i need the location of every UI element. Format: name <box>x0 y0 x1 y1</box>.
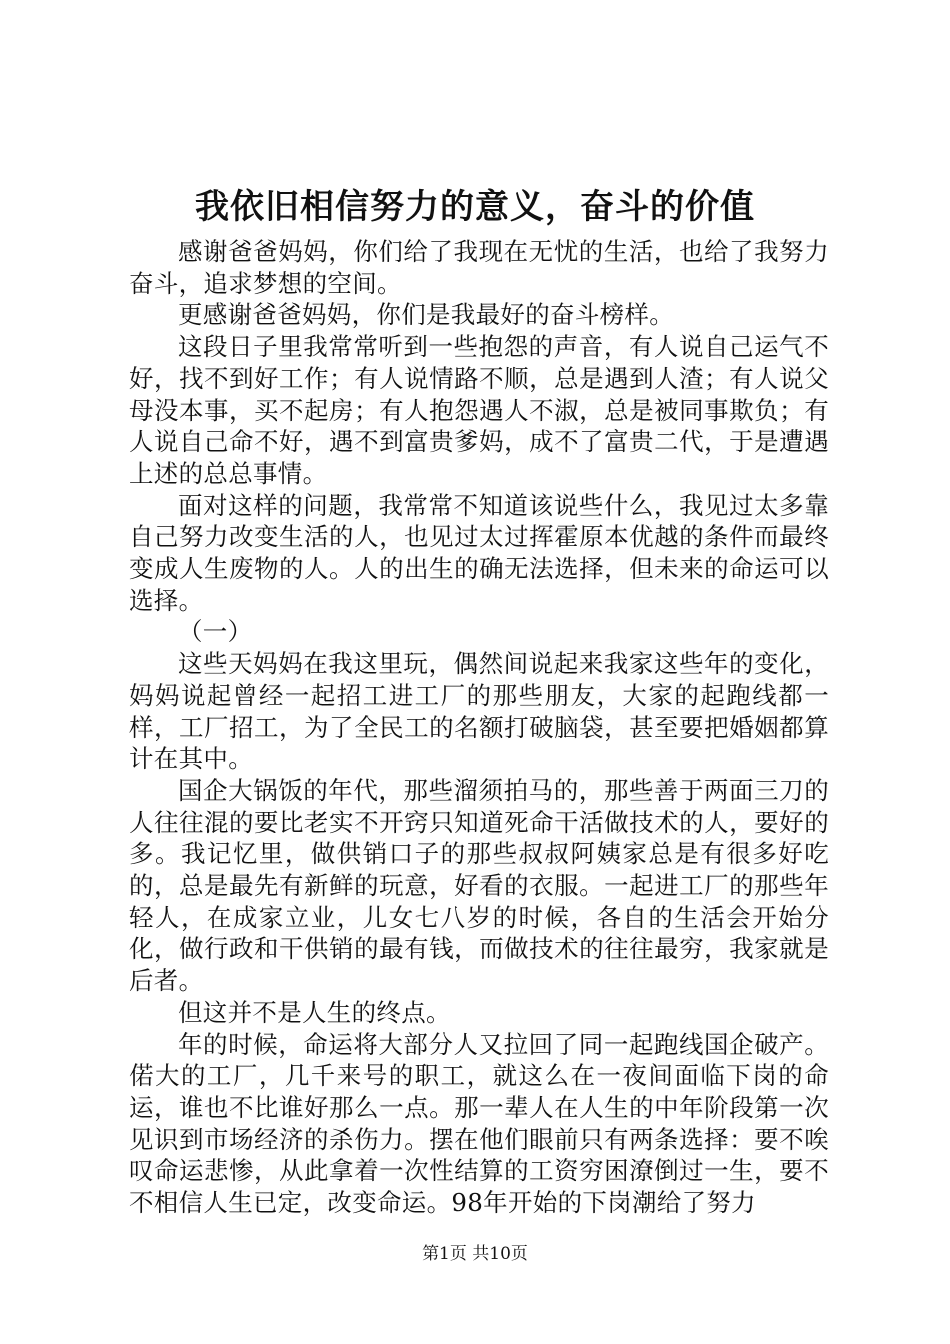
paragraph: 国企大锅饭的年代，那些溜须拍马的，那些善于两面三刀的人往往混的要比老实不开窍只知道死命干活做技术的人，要好的多。我记忆里，做供销口子的那些叔叔阿姨家总是有很多好吃的，总是最先有新鲜的玩意，好看的衣服。一起进工厂的那些年轻人，在成家立业，儿女七八岁的时候，各自的生活会开始分化，做行政和干供销的最有钱，而做技术的往往最穷，我家就是后者。 <box>129 775 829 996</box>
document-body <box>129 236 829 1219</box>
paragraph: 更感谢爸爸妈妈，你们是我最好的奋斗榜样。 <box>178 300 674 330</box>
paragraph: 但这并不是人生的终点。 <box>178 997 451 1027</box>
paragraph: 年的时候，命运将大部分人又拉回了同一起跑线国企破产。偌大的工厂，几千来号的职工，就这么在一夜间面临下岗的命运，谁也不比谁好那么一点。那一辈人在人生的中年阶段第一次见识到市场经济的杀伤力。摆在他们眼前只有两条选择：要不唉叹命运悲惨，从此拿着一次性结算的工资穷困潦倒过一生，要不不相信人生已定，改变命运。98年开始的下岗潮给了努力 <box>129 1029 829 1218</box>
paragraph: 这些天妈妈在我这里玩，偶然间说起来我家这些年的变化，妈妈说起曾经一起招工进工厂的那些朋友，大家的起跑线都一样，工厂招工，为了全民工的名额打破脑袋，甚至要把婚姻都算计在其中。 <box>129 649 829 774</box>
paragraph: 面对这样的问题，我常常不知道该说些什么，我见过太多靠自己努力改变生活的人，也见过太过挥霍原本优越的条件而最终变成人生废物的人。人的出生的确无法选择，但未来的命运可以选择。 <box>129 490 829 615</box>
paragraph: 感谢爸爸妈妈，你们给了我现在无忧的生活，也给了我努力奋斗，追求梦想的空间。 <box>129 237 829 298</box>
page-title: 我依旧相信努力的意义，奋斗的价值 <box>195 187 755 227</box>
section-heading: （一） <box>178 617 253 647</box>
page-number-footer: 第1页 共10页 <box>422 1244 528 1264</box>
paragraph: 这段日子里我常常听到一些抱怨的声音，有人说自己运气不好，找不到好工作；有人说情路不顺，总是遇到人渣；有人说父母没本事，买不起房；有人抱怨遇人不淑，总是被同事欺负；有人说自己命不好，遇不到富贵爹妈，成不了富贵二代，于是遭遇上述的总总事情。 <box>129 332 829 488</box>
